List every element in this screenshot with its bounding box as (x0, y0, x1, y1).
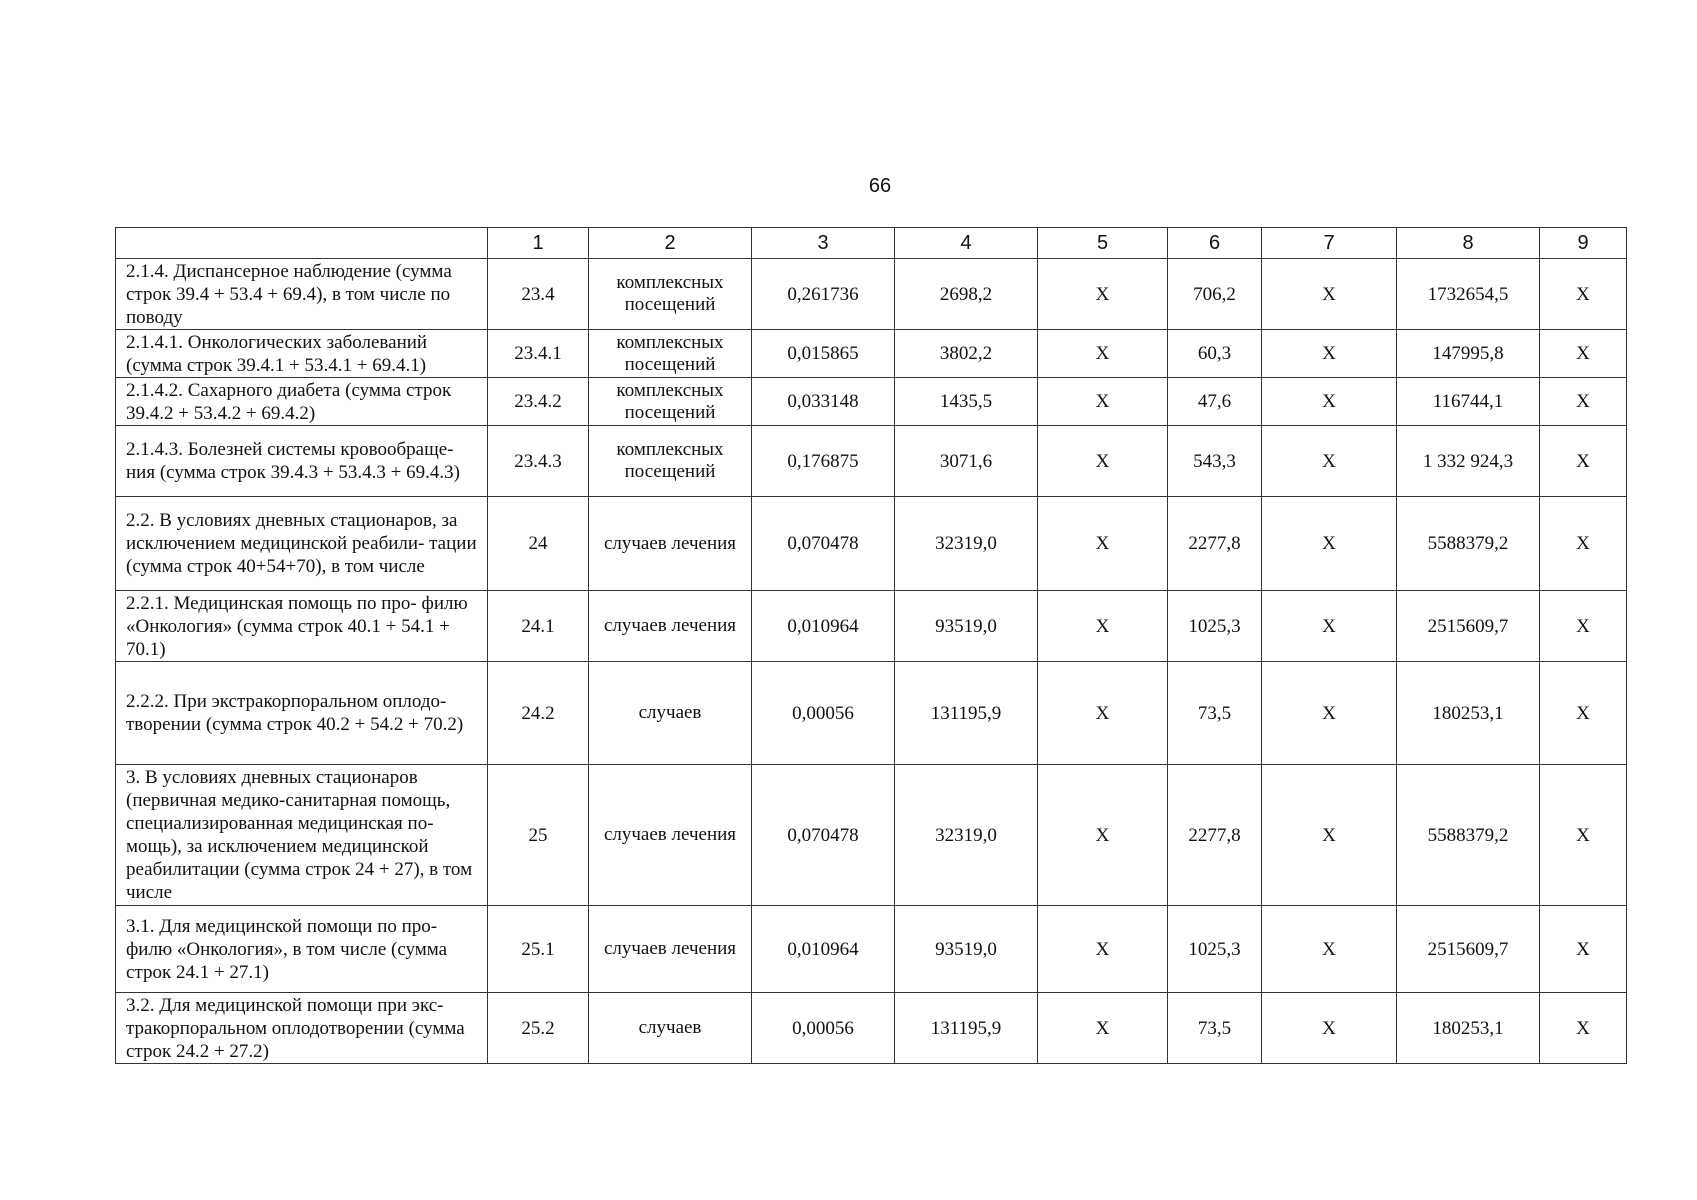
value-cell: 1025,3 (1168, 906, 1262, 993)
value-cell: 47,6 (1168, 378, 1262, 426)
value-cell: 2698,2 (895, 259, 1038, 330)
header-cell (116, 228, 488, 259)
unit-cell: случаев лечения (589, 906, 752, 993)
value-cell: X (1540, 662, 1627, 765)
row-label: 2.2.2. При экстракорпоральном оплодо- творении (сумма строк 40.2 + 54.2 + 70.2) (116, 662, 488, 765)
value-cell: 543,3 (1168, 426, 1262, 497)
row-label: 2.2.1. Медицинская помощь по про- филю «Онкология» (сумма строк 40.1 + 54.1 + 70.1) (116, 591, 488, 662)
value-cell: X (1262, 993, 1397, 1064)
value-cell: 32319,0 (895, 497, 1038, 591)
row-label: 2.1.4.2. Сахарного диабета (сумма строк 39.4.2 + 53.4.2 + 69.4.2) (116, 378, 488, 426)
row-number: 23.4.2 (488, 378, 589, 426)
value-cell: X (1038, 497, 1168, 591)
table-row (116, 993, 1627, 1064)
table-row (116, 662, 1627, 765)
value-cell: X (1540, 330, 1627, 378)
row-number: 25 (488, 765, 589, 906)
row-number: 23.4.1 (488, 330, 589, 378)
value-cell: 180253,1 (1397, 993, 1540, 1064)
value-cell: 147995,8 (1397, 330, 1540, 378)
value-cell: 3802,2 (895, 330, 1038, 378)
table-row (116, 259, 1627, 330)
row-label: 2.2. В условиях дневных стационаров, за исключением медицинской реабили- тации (сумма строк 40+54+70), в том числе (116, 497, 488, 591)
unit-cell: случаев лечения (589, 591, 752, 662)
row-label: 2.1.4.1. Онкологических заболеваний (сумма строк 39.4.1 + 53.4.1 + 69.4.1) (116, 330, 488, 378)
value-cell: X (1540, 378, 1627, 426)
table-row (116, 378, 1627, 426)
value-cell: 0,070478 (752, 497, 895, 591)
value-cell: X (1540, 426, 1627, 497)
value-cell: X (1540, 765, 1627, 906)
header-cell: 2 (589, 228, 752, 259)
value-cell: X (1038, 906, 1168, 993)
unit-cell: комплексных посещений (589, 426, 752, 497)
header-cell: 7 (1262, 228, 1397, 259)
value-cell: X (1262, 259, 1397, 330)
value-cell: X (1038, 765, 1168, 906)
header-cell: 8 (1397, 228, 1540, 259)
value-cell: 2277,8 (1168, 765, 1262, 906)
value-cell: X (1038, 330, 1168, 378)
value-cell: 1 332 924,3 (1397, 426, 1540, 497)
row-label: 3.2. Для медицинской помощи при экс- тракорпоральном оплодотворении (сумма строк 24.2 + 27.2) (116, 993, 488, 1064)
value-cell: 0,010964 (752, 906, 895, 993)
unit-cell: комплексных посещений (589, 259, 752, 330)
row-number: 24.1 (488, 591, 589, 662)
table-row (116, 426, 1627, 497)
header-cell: 4 (895, 228, 1038, 259)
value-cell: 93519,0 (895, 591, 1038, 662)
row-label: 3. В условиях дневных стационаров (первичная медико-санитарная помощь, специализированная медицинская по- мощь), за исключением медицинской реабилитации (сумма строк 24 + 27), в том числе (116, 765, 488, 906)
value-cell: X (1540, 906, 1627, 993)
value-cell: 0,176875 (752, 426, 895, 497)
table-row (116, 906, 1627, 993)
value-cell: 3071,6 (895, 426, 1038, 497)
value-cell: X (1262, 662, 1397, 765)
value-cell: 73,5 (1168, 662, 1262, 765)
header-cell: 6 (1168, 228, 1262, 259)
value-cell: 93519,0 (895, 906, 1038, 993)
value-cell: 131195,9 (895, 993, 1038, 1064)
page-number: 66 (868, 175, 892, 197)
value-cell: X (1262, 330, 1397, 378)
value-cell: X (1038, 993, 1168, 1064)
value-cell: 0,033148 (752, 378, 895, 426)
value-cell: 2515609,7 (1397, 906, 1540, 993)
value-cell: X (1540, 497, 1627, 591)
value-cell: X (1038, 426, 1168, 497)
value-cell: 32319,0 (895, 765, 1038, 906)
unit-cell: комплексных посещений (589, 378, 752, 426)
unit-cell: случаев лечения (589, 497, 752, 591)
table-row (116, 765, 1627, 906)
value-cell: X (1540, 993, 1627, 1064)
table-row (116, 497, 1627, 591)
value-cell: X (1262, 497, 1397, 591)
data-table (115, 227, 1627, 1064)
value-cell: X (1038, 259, 1168, 330)
value-cell: X (1540, 259, 1627, 330)
value-cell: X (1038, 662, 1168, 765)
value-cell: X (1262, 906, 1397, 993)
value-cell: 1435,5 (895, 378, 1038, 426)
row-number: 23.4.3 (488, 426, 589, 497)
value-cell: 116744,1 (1397, 378, 1540, 426)
header-cell: 5 (1038, 228, 1168, 259)
value-cell: 2277,8 (1168, 497, 1262, 591)
value-cell: X (1262, 426, 1397, 497)
value-cell: X (1262, 591, 1397, 662)
row-number: 24 (488, 497, 589, 591)
value-cell: X (1038, 378, 1168, 426)
value-cell: 180253,1 (1397, 662, 1540, 765)
unit-cell: случаев (589, 993, 752, 1064)
value-cell: 2515609,7 (1397, 591, 1540, 662)
value-cell: X (1540, 591, 1627, 662)
value-cell: X (1262, 765, 1397, 906)
row-number: 25.2 (488, 993, 589, 1064)
header-cell: 3 (752, 228, 895, 259)
value-cell: 5588379,2 (1397, 765, 1540, 906)
unit-cell: случаев лечения (589, 765, 752, 906)
value-cell: 0,015865 (752, 330, 895, 378)
value-cell: 131195,9 (895, 662, 1038, 765)
row-label: 3.1. Для медицинской помощи по про- филю «Онкология», в том числе (сумма строк 24.1 + 27.1) (116, 906, 488, 993)
table-row (116, 330, 1627, 378)
value-cell: 5588379,2 (1397, 497, 1540, 591)
value-cell: 0,010964 (752, 591, 895, 662)
unit-cell: случаев (589, 662, 752, 765)
unit-cell: комплексных посещений (589, 330, 752, 378)
value-cell: 0,00056 (752, 993, 895, 1064)
value-cell: 706,2 (1168, 259, 1262, 330)
table-row (116, 591, 1627, 662)
row-number: 24.2 (488, 662, 589, 765)
value-cell: 0,00056 (752, 662, 895, 765)
value-cell: 1025,3 (1168, 591, 1262, 662)
row-label: 2.1.4.3. Болезней системы кровообраще- ния (сумма строк 39.4.3 + 53.4.3 + 69.4.3) (116, 426, 488, 497)
header-cell: 9 (1540, 228, 1627, 259)
value-cell: X (1038, 591, 1168, 662)
value-cell: 60,3 (1168, 330, 1262, 378)
table-header-row (116, 228, 1627, 259)
value-cell: X (1262, 378, 1397, 426)
row-number: 25.1 (488, 906, 589, 993)
value-cell: 1732654,5 (1397, 259, 1540, 330)
value-cell: 0,070478 (752, 765, 895, 906)
value-cell: 0,261736 (752, 259, 895, 330)
row-number: 23.4 (488, 259, 589, 330)
row-label: 2.1.4. Диспансерное наблюдение (сумма строк 39.4 + 53.4 + 69.4), в том числе по поводу (116, 259, 488, 330)
value-cell: 73,5 (1168, 993, 1262, 1064)
header-cell: 1 (488, 228, 589, 259)
